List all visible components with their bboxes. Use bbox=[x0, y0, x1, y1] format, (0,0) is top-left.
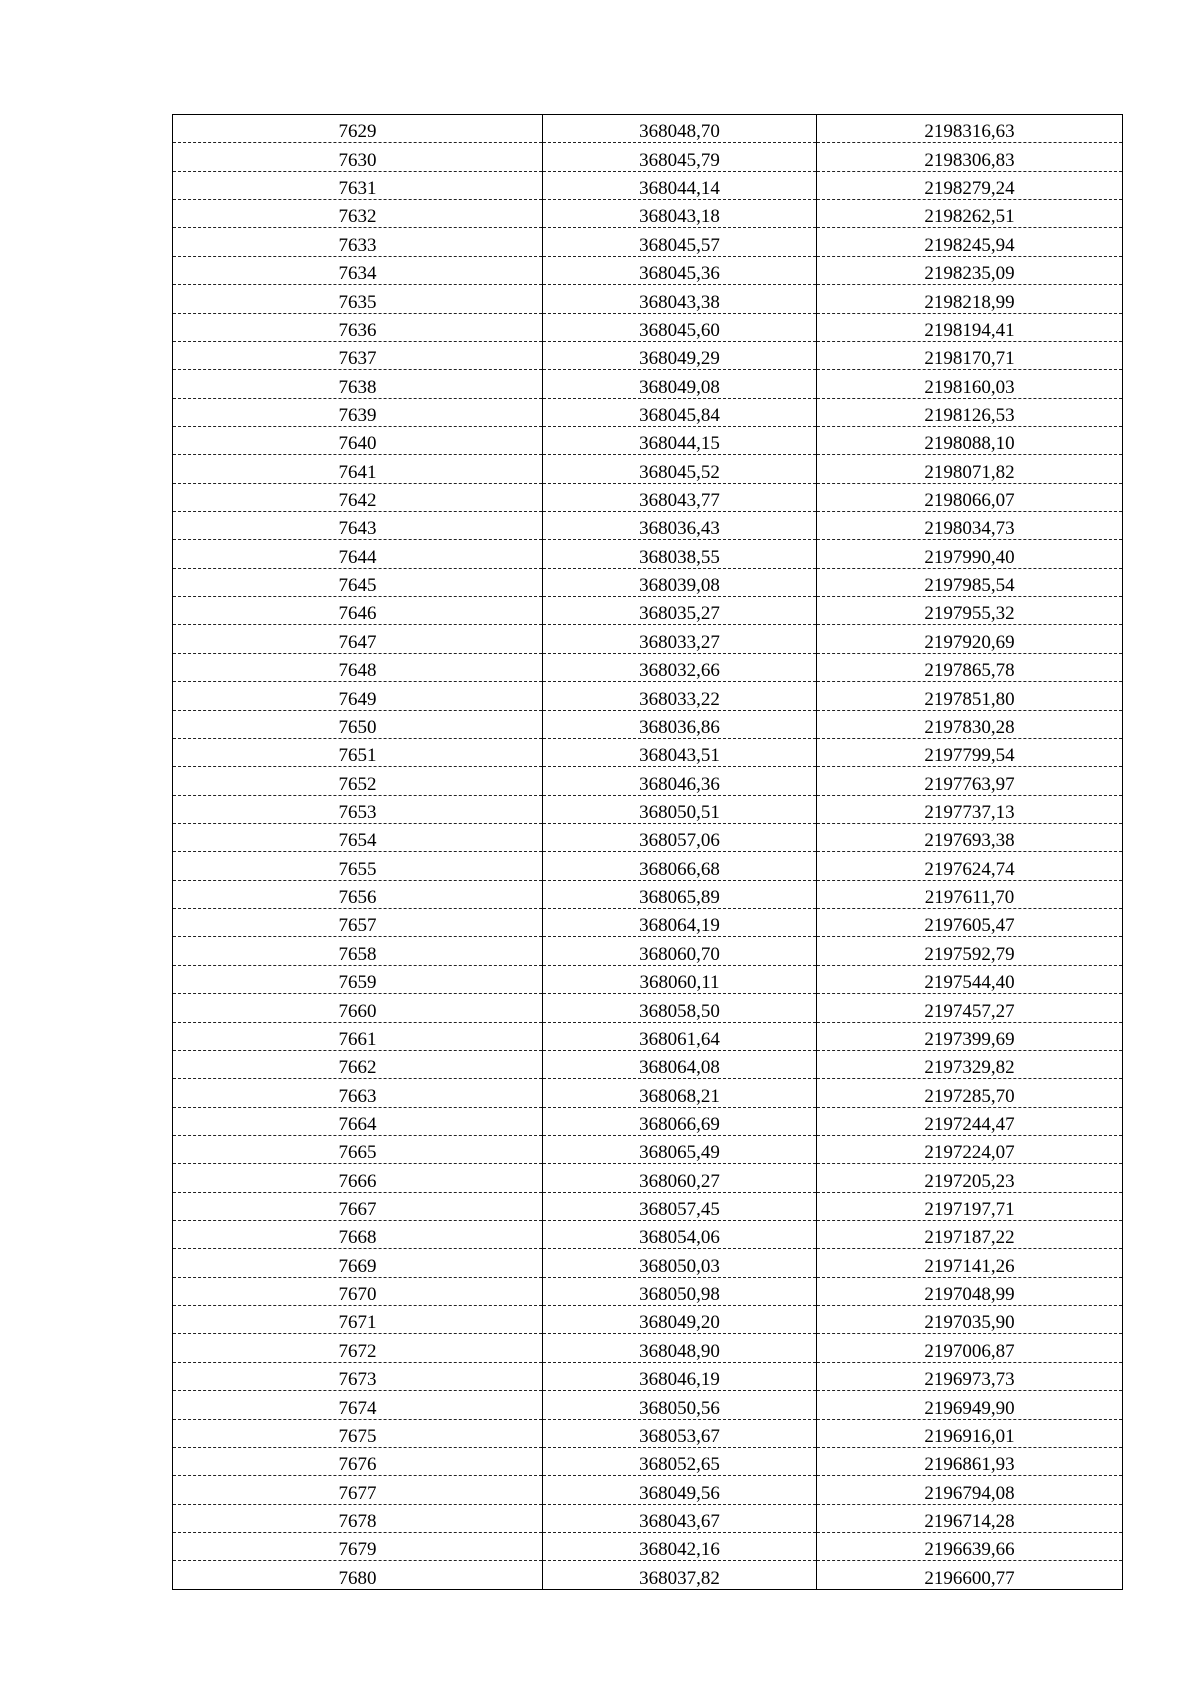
x-coordinate-cell: 368043,18 bbox=[543, 200, 817, 228]
x-coordinate-cell: 368050,98 bbox=[543, 1277, 817, 1305]
point-number-cell: 7634 bbox=[173, 256, 543, 284]
table-row bbox=[173, 1192, 1123, 1220]
point-number-cell: 7667 bbox=[173, 1192, 543, 1220]
point-number-cell: 7668 bbox=[173, 1221, 543, 1249]
y-coordinate-cell: 2197141,26 bbox=[817, 1249, 1123, 1277]
table-row bbox=[173, 455, 1123, 483]
table-row bbox=[173, 370, 1123, 398]
point-number-cell: 7654 bbox=[173, 823, 543, 851]
y-coordinate-cell: 2197830,28 bbox=[817, 710, 1123, 738]
point-number-cell: 7642 bbox=[173, 483, 543, 511]
point-number-cell: 7644 bbox=[173, 540, 543, 568]
x-coordinate-cell: 368061,64 bbox=[543, 1022, 817, 1050]
y-coordinate-cell: 2198194,41 bbox=[817, 313, 1123, 341]
table-row bbox=[173, 937, 1123, 965]
table-row bbox=[173, 1079, 1123, 1107]
table-row bbox=[173, 1135, 1123, 1163]
table-row bbox=[173, 1221, 1123, 1249]
table-row bbox=[173, 682, 1123, 710]
point-number-cell: 7659 bbox=[173, 965, 543, 993]
x-coordinate-cell: 368060,70 bbox=[543, 937, 817, 965]
point-number-cell: 7653 bbox=[173, 795, 543, 823]
table-row bbox=[173, 1107, 1123, 1135]
x-coordinate-cell: 368060,27 bbox=[543, 1164, 817, 1192]
table-row bbox=[173, 653, 1123, 681]
point-number-cell: 7675 bbox=[173, 1419, 543, 1447]
x-coordinate-cell: 368058,50 bbox=[543, 994, 817, 1022]
point-number-cell: 7679 bbox=[173, 1532, 543, 1560]
x-coordinate-cell: 368033,27 bbox=[543, 625, 817, 653]
x-coordinate-cell: 368043,51 bbox=[543, 738, 817, 766]
point-number-cell: 7672 bbox=[173, 1334, 543, 1362]
table-row bbox=[173, 285, 1123, 313]
table-row bbox=[173, 1561, 1123, 1589]
table-row bbox=[173, 512, 1123, 540]
x-coordinate-cell: 368048,70 bbox=[543, 115, 817, 143]
point-number-cell: 7639 bbox=[173, 398, 543, 426]
y-coordinate-cell: 2197693,38 bbox=[817, 823, 1123, 851]
table-row bbox=[173, 1164, 1123, 1192]
table-row bbox=[173, 710, 1123, 738]
y-coordinate-cell: 2196714,28 bbox=[817, 1504, 1123, 1532]
y-coordinate-cell: 2197990,40 bbox=[817, 540, 1123, 568]
y-coordinate-cell: 2198071,82 bbox=[817, 455, 1123, 483]
table-row bbox=[173, 994, 1123, 1022]
x-coordinate-cell: 368048,90 bbox=[543, 1334, 817, 1362]
table-row bbox=[173, 568, 1123, 596]
table-row bbox=[173, 1476, 1123, 1504]
table-row bbox=[173, 597, 1123, 625]
y-coordinate-cell: 2197611,70 bbox=[817, 880, 1123, 908]
table-row bbox=[173, 1447, 1123, 1475]
point-number-cell: 7661 bbox=[173, 1022, 543, 1050]
y-coordinate-cell: 2197955,32 bbox=[817, 597, 1123, 625]
table-row bbox=[173, 115, 1123, 143]
y-coordinate-cell: 2197851,80 bbox=[817, 682, 1123, 710]
y-coordinate-cell: 2198170,71 bbox=[817, 341, 1123, 369]
point-number-cell: 7631 bbox=[173, 171, 543, 199]
table-row bbox=[173, 1391, 1123, 1419]
y-coordinate-cell: 2197197,71 bbox=[817, 1192, 1123, 1220]
x-coordinate-cell: 368066,68 bbox=[543, 852, 817, 880]
y-coordinate-cell: 2198245,94 bbox=[817, 228, 1123, 256]
y-coordinate-cell: 2198066,07 bbox=[817, 483, 1123, 511]
x-coordinate-cell: 368043,38 bbox=[543, 285, 817, 313]
x-coordinate-cell: 368060,11 bbox=[543, 965, 817, 993]
point-number-cell: 7645 bbox=[173, 568, 543, 596]
x-coordinate-cell: 368038,55 bbox=[543, 540, 817, 568]
point-number-cell: 7635 bbox=[173, 285, 543, 313]
table-row bbox=[173, 852, 1123, 880]
table-row bbox=[173, 1249, 1123, 1277]
x-coordinate-cell: 368036,43 bbox=[543, 512, 817, 540]
y-coordinate-cell: 2196600,77 bbox=[817, 1561, 1123, 1589]
y-coordinate-cell: 2198160,03 bbox=[817, 370, 1123, 398]
y-coordinate-cell: 2197544,40 bbox=[817, 965, 1123, 993]
table-row bbox=[173, 256, 1123, 284]
table-row bbox=[173, 200, 1123, 228]
y-coordinate-cell: 2196639,66 bbox=[817, 1532, 1123, 1560]
table-row bbox=[173, 1050, 1123, 1078]
table-row bbox=[173, 965, 1123, 993]
table-row bbox=[173, 540, 1123, 568]
y-coordinate-cell: 2198218,99 bbox=[817, 285, 1123, 313]
point-number-cell: 7680 bbox=[173, 1561, 543, 1589]
point-number-cell: 7660 bbox=[173, 994, 543, 1022]
x-coordinate-cell: 368045,36 bbox=[543, 256, 817, 284]
point-number-cell: 7666 bbox=[173, 1164, 543, 1192]
x-coordinate-cell: 368049,20 bbox=[543, 1306, 817, 1334]
point-number-cell: 7677 bbox=[173, 1476, 543, 1504]
table-row bbox=[173, 1532, 1123, 1560]
x-coordinate-cell: 368054,06 bbox=[543, 1221, 817, 1249]
point-number-cell: 7649 bbox=[173, 682, 543, 710]
point-number-cell: 7630 bbox=[173, 143, 543, 171]
x-coordinate-cell: 368045,60 bbox=[543, 313, 817, 341]
x-coordinate-cell: 368049,29 bbox=[543, 341, 817, 369]
y-coordinate-cell: 2197763,97 bbox=[817, 767, 1123, 795]
y-coordinate-cell: 2197799,54 bbox=[817, 738, 1123, 766]
y-coordinate-cell: 2197224,07 bbox=[817, 1135, 1123, 1163]
x-coordinate-cell: 368039,08 bbox=[543, 568, 817, 596]
table-row bbox=[173, 228, 1123, 256]
x-coordinate-cell: 368035,27 bbox=[543, 597, 817, 625]
point-number-cell: 7646 bbox=[173, 597, 543, 625]
y-coordinate-cell: 2197605,47 bbox=[817, 909, 1123, 937]
y-coordinate-cell: 2198126,53 bbox=[817, 398, 1123, 426]
y-coordinate-cell: 2197329,82 bbox=[817, 1050, 1123, 1078]
point-number-cell: 7655 bbox=[173, 852, 543, 880]
y-coordinate-cell: 2196861,93 bbox=[817, 1447, 1123, 1475]
point-number-cell: 7676 bbox=[173, 1447, 543, 1475]
x-coordinate-cell: 368043,67 bbox=[543, 1504, 817, 1532]
point-number-cell: 7636 bbox=[173, 313, 543, 341]
table-row bbox=[173, 1504, 1123, 1532]
point-number-cell: 7664 bbox=[173, 1107, 543, 1135]
table-row bbox=[173, 1419, 1123, 1447]
x-coordinate-cell: 368057,06 bbox=[543, 823, 817, 851]
x-coordinate-cell: 368065,89 bbox=[543, 880, 817, 908]
point-number-cell: 7629 bbox=[173, 115, 543, 143]
point-number-cell: 7669 bbox=[173, 1249, 543, 1277]
point-number-cell: 7637 bbox=[173, 341, 543, 369]
table-row bbox=[173, 1362, 1123, 1390]
table-row bbox=[173, 767, 1123, 795]
point-number-cell: 7640 bbox=[173, 426, 543, 454]
y-coordinate-cell: 2197285,70 bbox=[817, 1079, 1123, 1107]
y-coordinate-cell: 2197205,23 bbox=[817, 1164, 1123, 1192]
point-number-cell: 7678 bbox=[173, 1504, 543, 1532]
y-coordinate-cell: 2198034,73 bbox=[817, 512, 1123, 540]
y-coordinate-cell: 2197865,78 bbox=[817, 653, 1123, 681]
table-row bbox=[173, 1334, 1123, 1362]
x-coordinate-cell: 368045,52 bbox=[543, 455, 817, 483]
x-coordinate-cell: 368057,45 bbox=[543, 1192, 817, 1220]
table-row bbox=[173, 1306, 1123, 1334]
table-row bbox=[173, 426, 1123, 454]
x-coordinate-cell: 368050,56 bbox=[543, 1391, 817, 1419]
y-coordinate-cell: 2197920,69 bbox=[817, 625, 1123, 653]
table-row bbox=[173, 880, 1123, 908]
x-coordinate-cell: 368064,19 bbox=[543, 909, 817, 937]
x-coordinate-cell: 368042,16 bbox=[543, 1532, 817, 1560]
x-coordinate-cell: 368036,86 bbox=[543, 710, 817, 738]
point-number-cell: 7650 bbox=[173, 710, 543, 738]
y-coordinate-cell: 2197624,74 bbox=[817, 852, 1123, 880]
coordinates-table-body bbox=[173, 115, 1123, 1590]
point-number-cell: 7662 bbox=[173, 1050, 543, 1078]
x-coordinate-cell: 368066,69 bbox=[543, 1107, 817, 1135]
y-coordinate-cell: 2198235,09 bbox=[817, 256, 1123, 284]
point-number-cell: 7665 bbox=[173, 1135, 543, 1163]
x-coordinate-cell: 368064,08 bbox=[543, 1050, 817, 1078]
point-number-cell: 7663 bbox=[173, 1079, 543, 1107]
y-coordinate-cell: 2196949,90 bbox=[817, 1391, 1123, 1419]
point-number-cell: 7670 bbox=[173, 1277, 543, 1305]
table-row bbox=[173, 398, 1123, 426]
point-number-cell: 7657 bbox=[173, 909, 543, 937]
table-row bbox=[173, 1277, 1123, 1305]
y-coordinate-cell: 2197244,47 bbox=[817, 1107, 1123, 1135]
x-coordinate-cell: 368045,84 bbox=[543, 398, 817, 426]
x-coordinate-cell: 368046,36 bbox=[543, 767, 817, 795]
table-row bbox=[173, 909, 1123, 937]
x-coordinate-cell: 368044,14 bbox=[543, 171, 817, 199]
y-coordinate-cell: 2197048,99 bbox=[817, 1277, 1123, 1305]
x-coordinate-cell: 368033,22 bbox=[543, 682, 817, 710]
x-coordinate-cell: 368046,19 bbox=[543, 1362, 817, 1390]
point-number-cell: 7671 bbox=[173, 1306, 543, 1334]
x-coordinate-cell: 368045,79 bbox=[543, 143, 817, 171]
point-number-cell: 7633 bbox=[173, 228, 543, 256]
table-row bbox=[173, 341, 1123, 369]
point-number-cell: 7647 bbox=[173, 625, 543, 653]
table-row bbox=[173, 795, 1123, 823]
y-coordinate-cell: 2197399,69 bbox=[817, 1022, 1123, 1050]
coordinates-table bbox=[172, 114, 1123, 1590]
table-row bbox=[173, 625, 1123, 653]
x-coordinate-cell: 368050,51 bbox=[543, 795, 817, 823]
x-coordinate-cell: 368045,57 bbox=[543, 228, 817, 256]
y-coordinate-cell: 2196794,08 bbox=[817, 1476, 1123, 1504]
x-coordinate-cell: 368065,49 bbox=[543, 1135, 817, 1163]
y-coordinate-cell: 2197592,79 bbox=[817, 937, 1123, 965]
y-coordinate-cell: 2198316,63 bbox=[817, 115, 1123, 143]
table-row bbox=[173, 143, 1123, 171]
point-number-cell: 7632 bbox=[173, 200, 543, 228]
y-coordinate-cell: 2198306,83 bbox=[817, 143, 1123, 171]
point-number-cell: 7652 bbox=[173, 767, 543, 795]
y-coordinate-cell: 2197006,87 bbox=[817, 1334, 1123, 1362]
y-coordinate-cell: 2197457,27 bbox=[817, 994, 1123, 1022]
point-number-cell: 7638 bbox=[173, 370, 543, 398]
x-coordinate-cell: 368044,15 bbox=[543, 426, 817, 454]
y-coordinate-cell: 2197985,54 bbox=[817, 568, 1123, 596]
y-coordinate-cell: 2197035,90 bbox=[817, 1306, 1123, 1334]
point-number-cell: 7643 bbox=[173, 512, 543, 540]
y-coordinate-cell: 2198262,51 bbox=[817, 200, 1123, 228]
y-coordinate-cell: 2198088,10 bbox=[817, 426, 1123, 454]
x-coordinate-cell: 368053,67 bbox=[543, 1419, 817, 1447]
point-number-cell: 7656 bbox=[173, 880, 543, 908]
x-coordinate-cell: 368049,08 bbox=[543, 370, 817, 398]
x-coordinate-cell: 368052,65 bbox=[543, 1447, 817, 1475]
x-coordinate-cell: 368068,21 bbox=[543, 1079, 817, 1107]
y-coordinate-cell: 2196916,01 bbox=[817, 1419, 1123, 1447]
point-number-cell: 7651 bbox=[173, 738, 543, 766]
y-coordinate-cell: 2198279,24 bbox=[817, 171, 1123, 199]
table-row bbox=[173, 738, 1123, 766]
point-number-cell: 7673 bbox=[173, 1362, 543, 1390]
x-coordinate-cell: 368049,56 bbox=[543, 1476, 817, 1504]
point-number-cell: 7658 bbox=[173, 937, 543, 965]
x-coordinate-cell: 368043,77 bbox=[543, 483, 817, 511]
x-coordinate-cell: 368032,66 bbox=[543, 653, 817, 681]
point-number-cell: 7648 bbox=[173, 653, 543, 681]
point-number-cell: 7674 bbox=[173, 1391, 543, 1419]
y-coordinate-cell: 2196973,73 bbox=[817, 1362, 1123, 1390]
y-coordinate-cell: 2197737,13 bbox=[817, 795, 1123, 823]
point-number-cell: 7641 bbox=[173, 455, 543, 483]
table-row bbox=[173, 1022, 1123, 1050]
x-coordinate-cell: 368037,82 bbox=[543, 1561, 817, 1589]
table-row bbox=[173, 313, 1123, 341]
x-coordinate-cell: 368050,03 bbox=[543, 1249, 817, 1277]
y-coordinate-cell: 2197187,22 bbox=[817, 1221, 1123, 1249]
table-row bbox=[173, 171, 1123, 199]
table-row bbox=[173, 823, 1123, 851]
table-row bbox=[173, 483, 1123, 511]
